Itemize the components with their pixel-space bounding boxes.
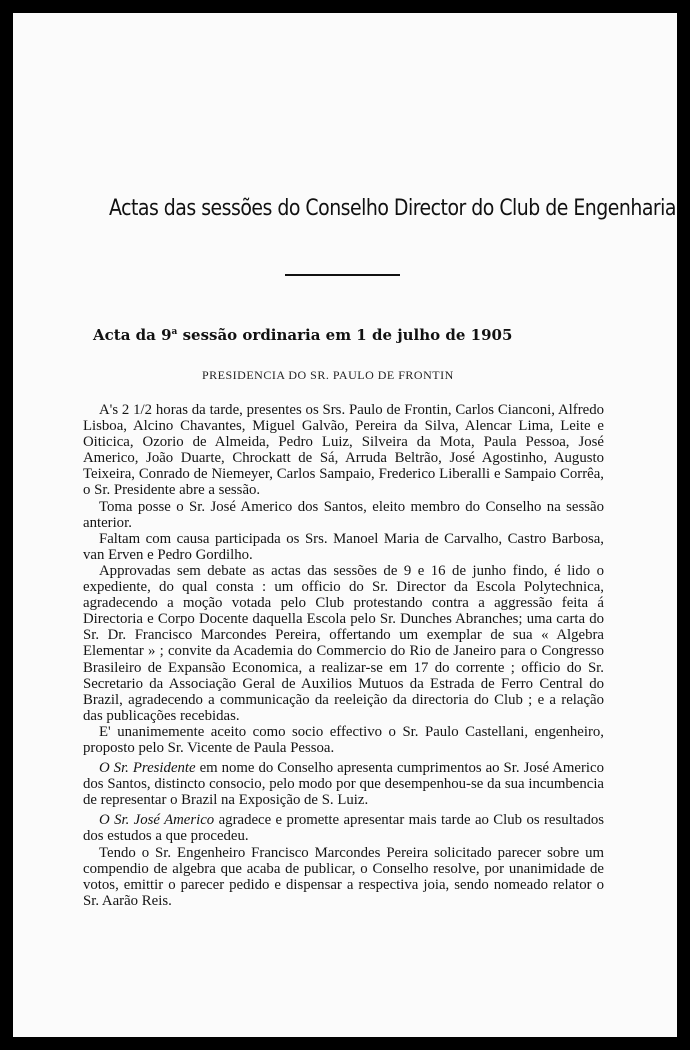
paragraph-jose-americo [83,812,604,844]
paragraph-opening: A's 2 1/2 horas da tarde, presentes os Srs. Paulo de Frontin, Carlos Cianconi, Alfredo Lisboa, Alcino Chavantes, Miguel Galvão, Pereira da Silva, Alencar Lima, Leite e Oiticica, Ozorio de Almeida, Pedro Luiz, Silveira da Mota, Paula Pessoa, José Americo, João Duarte, Chrockatt de Sá, Arruda Beltrão, José Agostinho, Augusto Teixeira, Conrado de Niemeyer, Carlos Sampaio, Frederico Liberalli e Sampaio Corrêa, o Sr. Presidente abre a sessão. [83,402,604,499]
title-divider [285,274,400,276]
document-page [13,13,677,1037]
paragraph-jose-americo-text: agradece e promette apresentar mais tarde ao Club os resultados dos estudos a que procedeu. [83,812,605,845]
document-title: Actas das sessões do Conselho Director do Club de Engenharia [109,196,676,221]
speaker-jose-americo: O Sr. José Americo [99,812,215,829]
presidency-line: PRESIDENCIA DO SR. PAULO DE FRONTIN [202,368,454,382]
paragraph-correspondence: Approvadas sem debate as actas das sessões de 9 e 16 de junho findo, é lido o expediente, do qual consta : um officio do Sr. Director da Escola Polytechnica, agradecendo a moção votada pelo Club protestando contra a aggressão feita á Directoria e Corpo Docente daquella Escola pelo Sr. Dunches Abranches; uma carta do Sr. Dr. Francisco Marcondes Pereira, offertando um exemplar de sua « Algebra Elementar » ; convite da Academia do Commercio do Rio de Janeiro para o Congresso Brasileiro de Expansão Economica, a realizar-se em 17 do corrente ; officio do Sr. Secretario da Associação Geral de Auxilios Mutuos da Estrada de Ferro Central do Brazil, agradecendo a communicação da reeleição da directoria do Club ; e a relação das publicações recebidas. [83,562,604,724]
paragraph-president [83,760,604,808]
session-title-superscript: a [171,327,178,337]
session-title-prefix: Acta da 9 [93,326,172,344]
paragraph-algebra-review: Tendo o Sr. Engenheiro Francisco Marcondes Pereira solicitado parecer sobre um compendio de algebra que acaba de publicar, o Conselho resolve, por unanimidade de votos, emittir o parecer pedido e dispensar a respectiva joia, sendo nomeado relator o Sr. Aarão Reis. [83,844,604,909]
session-title [93,326,613,344]
session-title-suffix: sessão ordinaria em 1 de julho de 1905 [177,326,513,344]
minutes-body [83,402,604,909]
speaker-president: O Sr. Presidente [99,760,196,777]
paragraph-inauguration: Toma posse o Sr. José Americo dos Santos, eleito membro do Conselho na sessão anterior. [83,498,604,531]
paragraph-new-member: E' unanimemente aceito como socio effectivo o Sr. Paulo Castellani, engenheiro, proposto pelo Sr. Vicente de Paula Pessoa. [83,723,604,756]
paragraph-president-text: em nome do Conselho apresenta cumprimentos ao Sr. José Americo dos Santos, distincto consocio, pelo modo por que desempenhou-se da sua incumbencia de representar o Brazil na Exposição de S. Luiz. [83,760,604,809]
paragraph-absences: Faltam com causa participada os Srs. Manoel Maria de Carvalho, Castro Barbosa, van Erven e Pedro Gordilho. [83,530,604,563]
